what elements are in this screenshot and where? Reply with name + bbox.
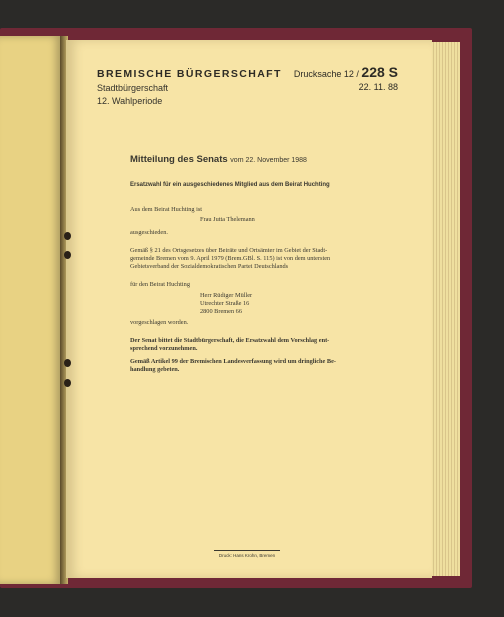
urgency-paragraph	[130, 358, 370, 374]
legal-line-2: gemeinde Bremen vom 9. April 1979 (Brem.GBl. S. 115) ist von dem untersten	[130, 255, 331, 262]
punch-hole	[64, 379, 71, 387]
request-line-1: Der Senat bittet die Stadtbürgerschaft, die Ersatzwahl dem Vorschlag ent-	[130, 337, 330, 344]
left-page	[0, 36, 62, 584]
candidate-street: Utrechter Straße 16	[200, 300, 250, 307]
proposed-text: vorgeschlagen worden.	[130, 319, 189, 326]
page-stack-edge	[430, 42, 460, 576]
document-date: 22. 11. 88	[358, 82, 398, 92]
request-paragraph	[130, 337, 370, 353]
punch-hole	[64, 251, 71, 259]
legislative-period: 12. Wahlperiode	[97, 96, 163, 106]
candidate-name: Herr Rüdiger Müller	[200, 292, 253, 299]
footer-rule	[214, 550, 280, 551]
drucksache-line	[294, 64, 398, 80]
document-header-right	[294, 64, 398, 92]
legal-line-3: Gebietsverband der Sozialdemokratischen Partei Deutschlands	[130, 263, 289, 270]
document-content	[130, 154, 370, 374]
legal-paragraph	[130, 247, 370, 271]
request-line-2: sprechend vorzunehmen.	[130, 345, 198, 352]
title-date: vom 22. November 1988	[230, 157, 307, 164]
printer-footer: Druck: Hans Krohn, Bremen	[218, 553, 276, 558]
document-title	[130, 154, 370, 165]
document-header-left	[97, 68, 282, 106]
drucksache-label: Drucksache 12 /	[293, 69, 359, 79]
org-name: BREMISCHE BÜRGERSCHAFT	[97, 68, 282, 80]
punch-hole	[64, 359, 71, 367]
intro-text: Aus dem Beirat Huchting ist	[130, 206, 203, 213]
drucksache-number: 228 S	[361, 64, 398, 80]
candidate-address	[200, 292, 370, 316]
urgency-line-1: Gemäß Artikel 99 der Bremischen Landesverfassung wird um dringliche Be-	[130, 358, 336, 365]
chamber-name: Stadtbürgerschaft	[97, 83, 169, 93]
legal-line-1: Gemäß § 21 des Ortsgesetzes über Beiräte und Ortsämter im Gebiet der Stadt-	[130, 247, 328, 254]
for-text: für den Beirat Huchting	[130, 281, 190, 288]
title-main: Mitteilung des Senats	[130, 154, 228, 165]
punch-hole	[64, 232, 71, 240]
document-subtitle: Ersatzwahl für ein ausgeschiedenes Mitglied aus dem Beirat Huchting	[130, 182, 330, 188]
candidate-city: 2800 Bremen 66	[200, 308, 242, 315]
left-text: ausgeschieden.	[130, 229, 168, 236]
urgency-line-2: handlung gebeten.	[130, 366, 180, 373]
person-leaving: Frau Jutta Thelemann	[200, 216, 255, 223]
